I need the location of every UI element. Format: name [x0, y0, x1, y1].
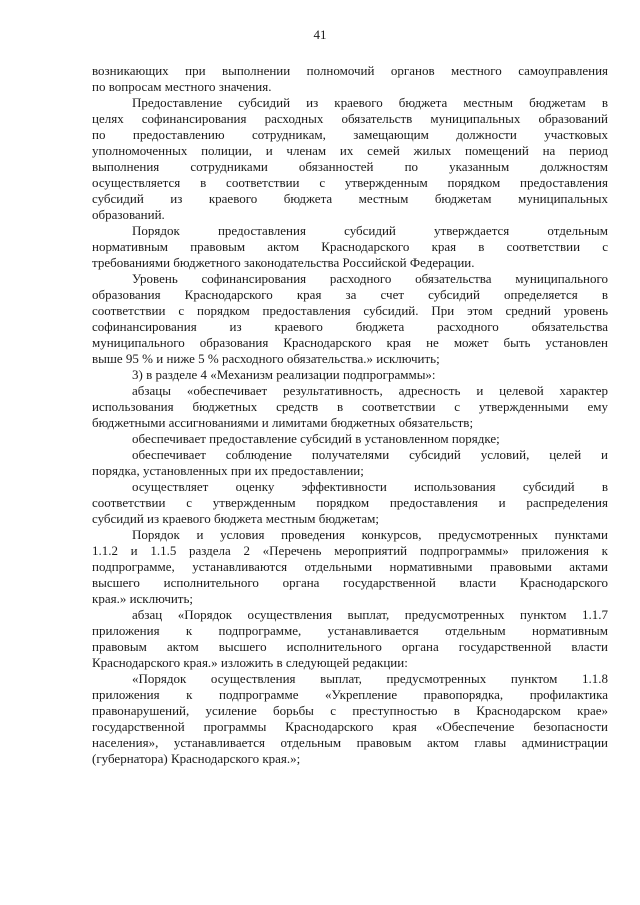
paragraph-contests — [92, 527, 608, 607]
text-line: субсидий из краевого бюджета местным бюджетам; — [92, 511, 380, 526]
text-line: муниципального образования Краснодарского края не может быть установлен — [92, 335, 608, 350]
text-line: подпрограмме, устанавливаются отдельными нормативными правовыми актами — [92, 559, 608, 574]
paragraph-cofinancing-level — [92, 271, 608, 367]
text-line: правонарушений, усиление борьбы с преступностью в Краснодарском крае» — [92, 703, 608, 718]
text-line: приложения к подпрограмме «Укрепление правопорядка, профилактика — [92, 687, 608, 702]
text-line: использования бюджетных средств в соответствии с утвержденными ему — [92, 399, 608, 414]
text-line: правовым актом высшего исполнительного органа государственной власти — [92, 639, 608, 654]
text-line: осуществляет оценку эффективности использования субсидий в — [132, 479, 608, 494]
paragraph-section-4-heading — [92, 367, 608, 383]
text-line: соответствии с утвержденным порядком предоставления и распределения — [92, 495, 608, 510]
text-line: нормативным правовым актом Краснодарского края в соответствии с — [92, 239, 608, 254]
text-line: образования Краснодарского края за счет субсидий определяется в — [92, 287, 608, 302]
text-line: обеспечивает предоставление субсидий в установленном порядке; — [132, 431, 500, 446]
text-line: (губернатора) Краснодарского края.»; — [92, 751, 301, 766]
text-line: Порядок и условия проведения конкурсов, предусмотренных пунктами — [132, 527, 608, 542]
text-line: Предоставление субсидий из краевого бюджета местным бюджетам в — [132, 95, 608, 110]
text-line: приложения к подпрограмме, устанавливается отдельным нормативным — [92, 623, 608, 638]
paragraph-provision-order — [92, 431, 608, 447]
text-line: образований. — [92, 207, 165, 222]
text-line: высшего исполнительного органа государственной власти Краснодарского — [92, 575, 608, 590]
paragraph-payments-1-1-7 — [92, 607, 608, 671]
paragraph-continuation — [92, 63, 608, 95]
text-line: уполномоченных полиции, и членам их семей жилых помещений на период — [92, 143, 608, 158]
paragraph-effectiveness — [92, 383, 608, 431]
text-line: абзацы «обеспечивает результативность, адресность и целевой характер — [132, 383, 608, 398]
text-line: возникающих при выполнении полномочий органов местного самоуправления — [92, 63, 608, 78]
text-line: обеспечивает соблюдение получателями субсидий условий, целей и — [132, 447, 608, 462]
page-number: 41 — [313, 27, 327, 42]
text-line: осуществляется в соответствии с утвержденным порядком предоставления — [92, 175, 608, 190]
text-line: 3) в разделе 4 «Механизм реализации подпрограммы»: — [132, 367, 436, 382]
text-line: 1.1.2 и 1.1.5 раздела 2 «Перечень мероприятий подпрограммы» приложения к — [92, 543, 608, 558]
paragraph-subsidy-provision — [92, 95, 608, 223]
text-line: софинансирования из краевого бюджета расходного обязательства — [92, 319, 608, 334]
text-line: соответствии с порядком предоставления субсидий. При этом средний уровень — [92, 303, 608, 318]
text-line: порядка, установленных при их предоставлении; — [92, 463, 364, 478]
document-body — [92, 63, 608, 767]
text-line: абзац «Порядок осуществления выплат, предусмотренных пунктом 1.1.7 — [132, 607, 608, 622]
text-line: Уровень софинансирования расходного обязательства муниципального — [132, 271, 608, 286]
text-line: выше 95 % и ниже 5 % расходного обязательства.» исключить; — [92, 351, 440, 366]
text-line: выполнения сотрудниками обязанностей по указанным должностям — [92, 159, 608, 174]
paragraph-evaluation — [92, 479, 608, 527]
text-line: требованиями бюджетного законодательства Российской Федерации. — [92, 255, 475, 270]
text-line: целях софинансирования расходных обязательств муниципальных образований — [92, 111, 608, 126]
text-line: субсидий из краевого бюджета местным бюджетам муниципальных — [92, 191, 608, 206]
text-line: Порядок предоставления субсидий утверждается отдельным — [132, 223, 608, 238]
text-line: Краснодарского края.» изложить в следующей редакции: — [92, 655, 408, 670]
paragraph-payments-1-1-8 — [92, 671, 608, 767]
text-line: по вопросам местного значения. — [92, 79, 272, 94]
text-line: по предоставлению сотрудникам, замещающим должности участковых — [92, 127, 608, 142]
paragraph-compliance — [92, 447, 608, 479]
text-line: бюджетными ассигнованиями и лимитами бюджетных обязательств; — [92, 415, 474, 430]
text-line: населения», устанавливается отдельным правовым актом главы администрации — [92, 735, 608, 750]
paragraph-subsidy-procedure — [92, 223, 608, 271]
text-line: государственной программы Краснодарского края «Обеспечение безопасности — [92, 719, 608, 734]
text-line: «Порядок осуществления выплат, предусмотренных пунктом 1.1.8 — [132, 671, 608, 686]
text-line: края.» исключить; — [92, 591, 194, 606]
